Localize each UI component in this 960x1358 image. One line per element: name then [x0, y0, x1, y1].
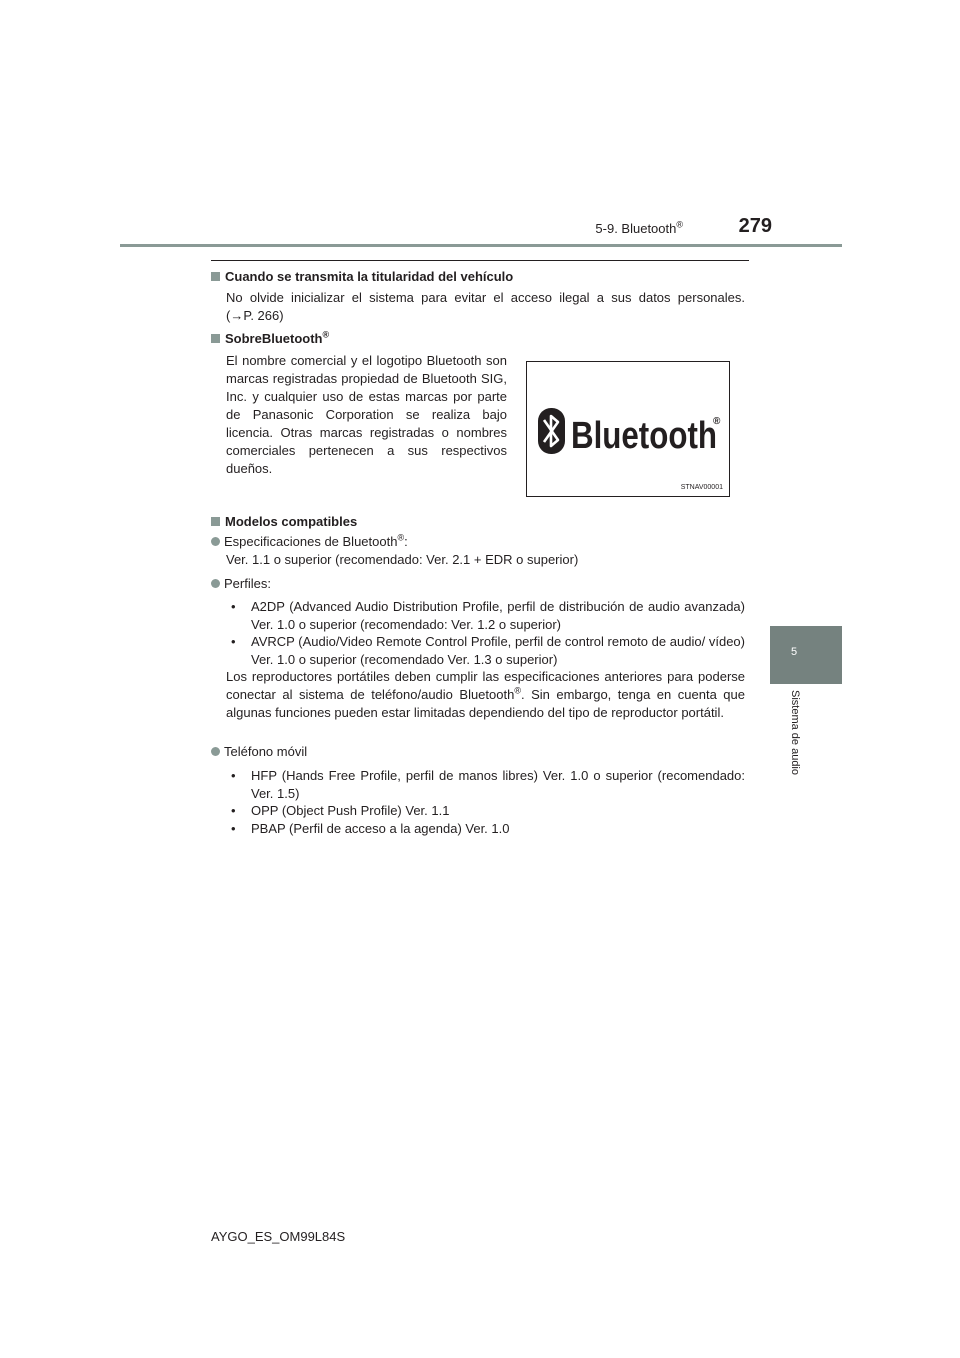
svg-text:®: ®: [713, 416, 721, 427]
section-title: 5-9. Bluetooth®: [595, 219, 683, 236]
list-item: • PBAP (Perfil de acceso a la agenda) Ver. 1.0: [231, 821, 510, 836]
square-bullet-icon: [211, 272, 220, 281]
manual-code: AYGO_ES_OM99L84S: [211, 1229, 346, 1244]
heading-models: Modelos compatibles: [211, 513, 357, 531]
chapter-number: 5: [791, 646, 798, 658]
profiles-label: Perfiles:: [211, 575, 271, 593]
transfer-body: No olvide inicializar el sistema para evitar el acceso ilegal a sus datos personales.: [226, 290, 745, 305]
transfer-page-ref[interactable]: (→P. 266): [226, 308, 284, 323]
list-item: • AVRCP (Audio/Video Remote Control Profile, perfil de control remoto de audio/ vídeo) Ver. 1.0 o superior (recomendado Ver. 1.3 o superior): [231, 634, 745, 667]
chapter-label: Sistema de audio: [789, 690, 801, 775]
circle-bullet-icon: [211, 747, 220, 756]
circle-bullet-icon: [211, 537, 220, 546]
heading-about: SobreBluetooth®: [211, 330, 329, 348]
portable-note: Los reproductores portátiles deben cumplir las especificaciones anteriores para poderse conectar al sistema de teléfono/audio Bluetooth®. Sin embargo, tenga en cuenta que algunas funciones pueden estar limitadas dependiendo del tipo de reproductor portátil.: [226, 669, 745, 720]
circle-bullet-icon: [211, 579, 220, 588]
bluetooth-logo-figure: [526, 361, 730, 497]
spec-value: Ver. 1.1 o superior (recomendado: Ver. 2.1 + EDR o superior): [226, 552, 579, 567]
chapter-tab: [770, 626, 842, 684]
heading-transfer: Cuando se transmita la titularidad del vehículo: [211, 268, 513, 286]
list-item: • A2DP (Advanced Audio Distribution Profile, perfil de distribución de audio avanzada) Ver. 1.0 o superior (recomendado: Ver. 1.2 o superior): [231, 599, 745, 632]
svg-text:Bluetooth: Bluetooth: [571, 415, 717, 457]
phone-label: Teléfono móvil: [211, 743, 307, 761]
image-code: STNAV00001: [680, 484, 723, 491]
spec-label: Especificaciones de Bluetooth®:: [211, 533, 408, 551]
square-bullet-icon: [211, 334, 220, 343]
bluetooth-logo: [527, 362, 729, 496]
about-body: El nombre comercial y el logotipo Bluetooth son marcas registradas propiedad de Bluetooth SIG, Inc. y cualquier uso de estas marcas por parte de Panasonic Corporation se realiza bajo licencia. Otras marcas registradas o nombres comerciales pertenecen a sus respectivos dueños.: [226, 353, 507, 476]
page-number: 279: [738, 215, 772, 237]
square-bullet-icon: [211, 517, 220, 526]
list-item: • HFP (Hands Free Profile, perfil de manos libres) Ver. 1.0 o superior (recomendado: Ver. 1.5): [231, 768, 745, 801]
list-item: • OPP (Object Push Profile) Ver. 1.1: [231, 803, 450, 818]
header-rule: [120, 244, 842, 247]
content-rule: [211, 260, 749, 261]
